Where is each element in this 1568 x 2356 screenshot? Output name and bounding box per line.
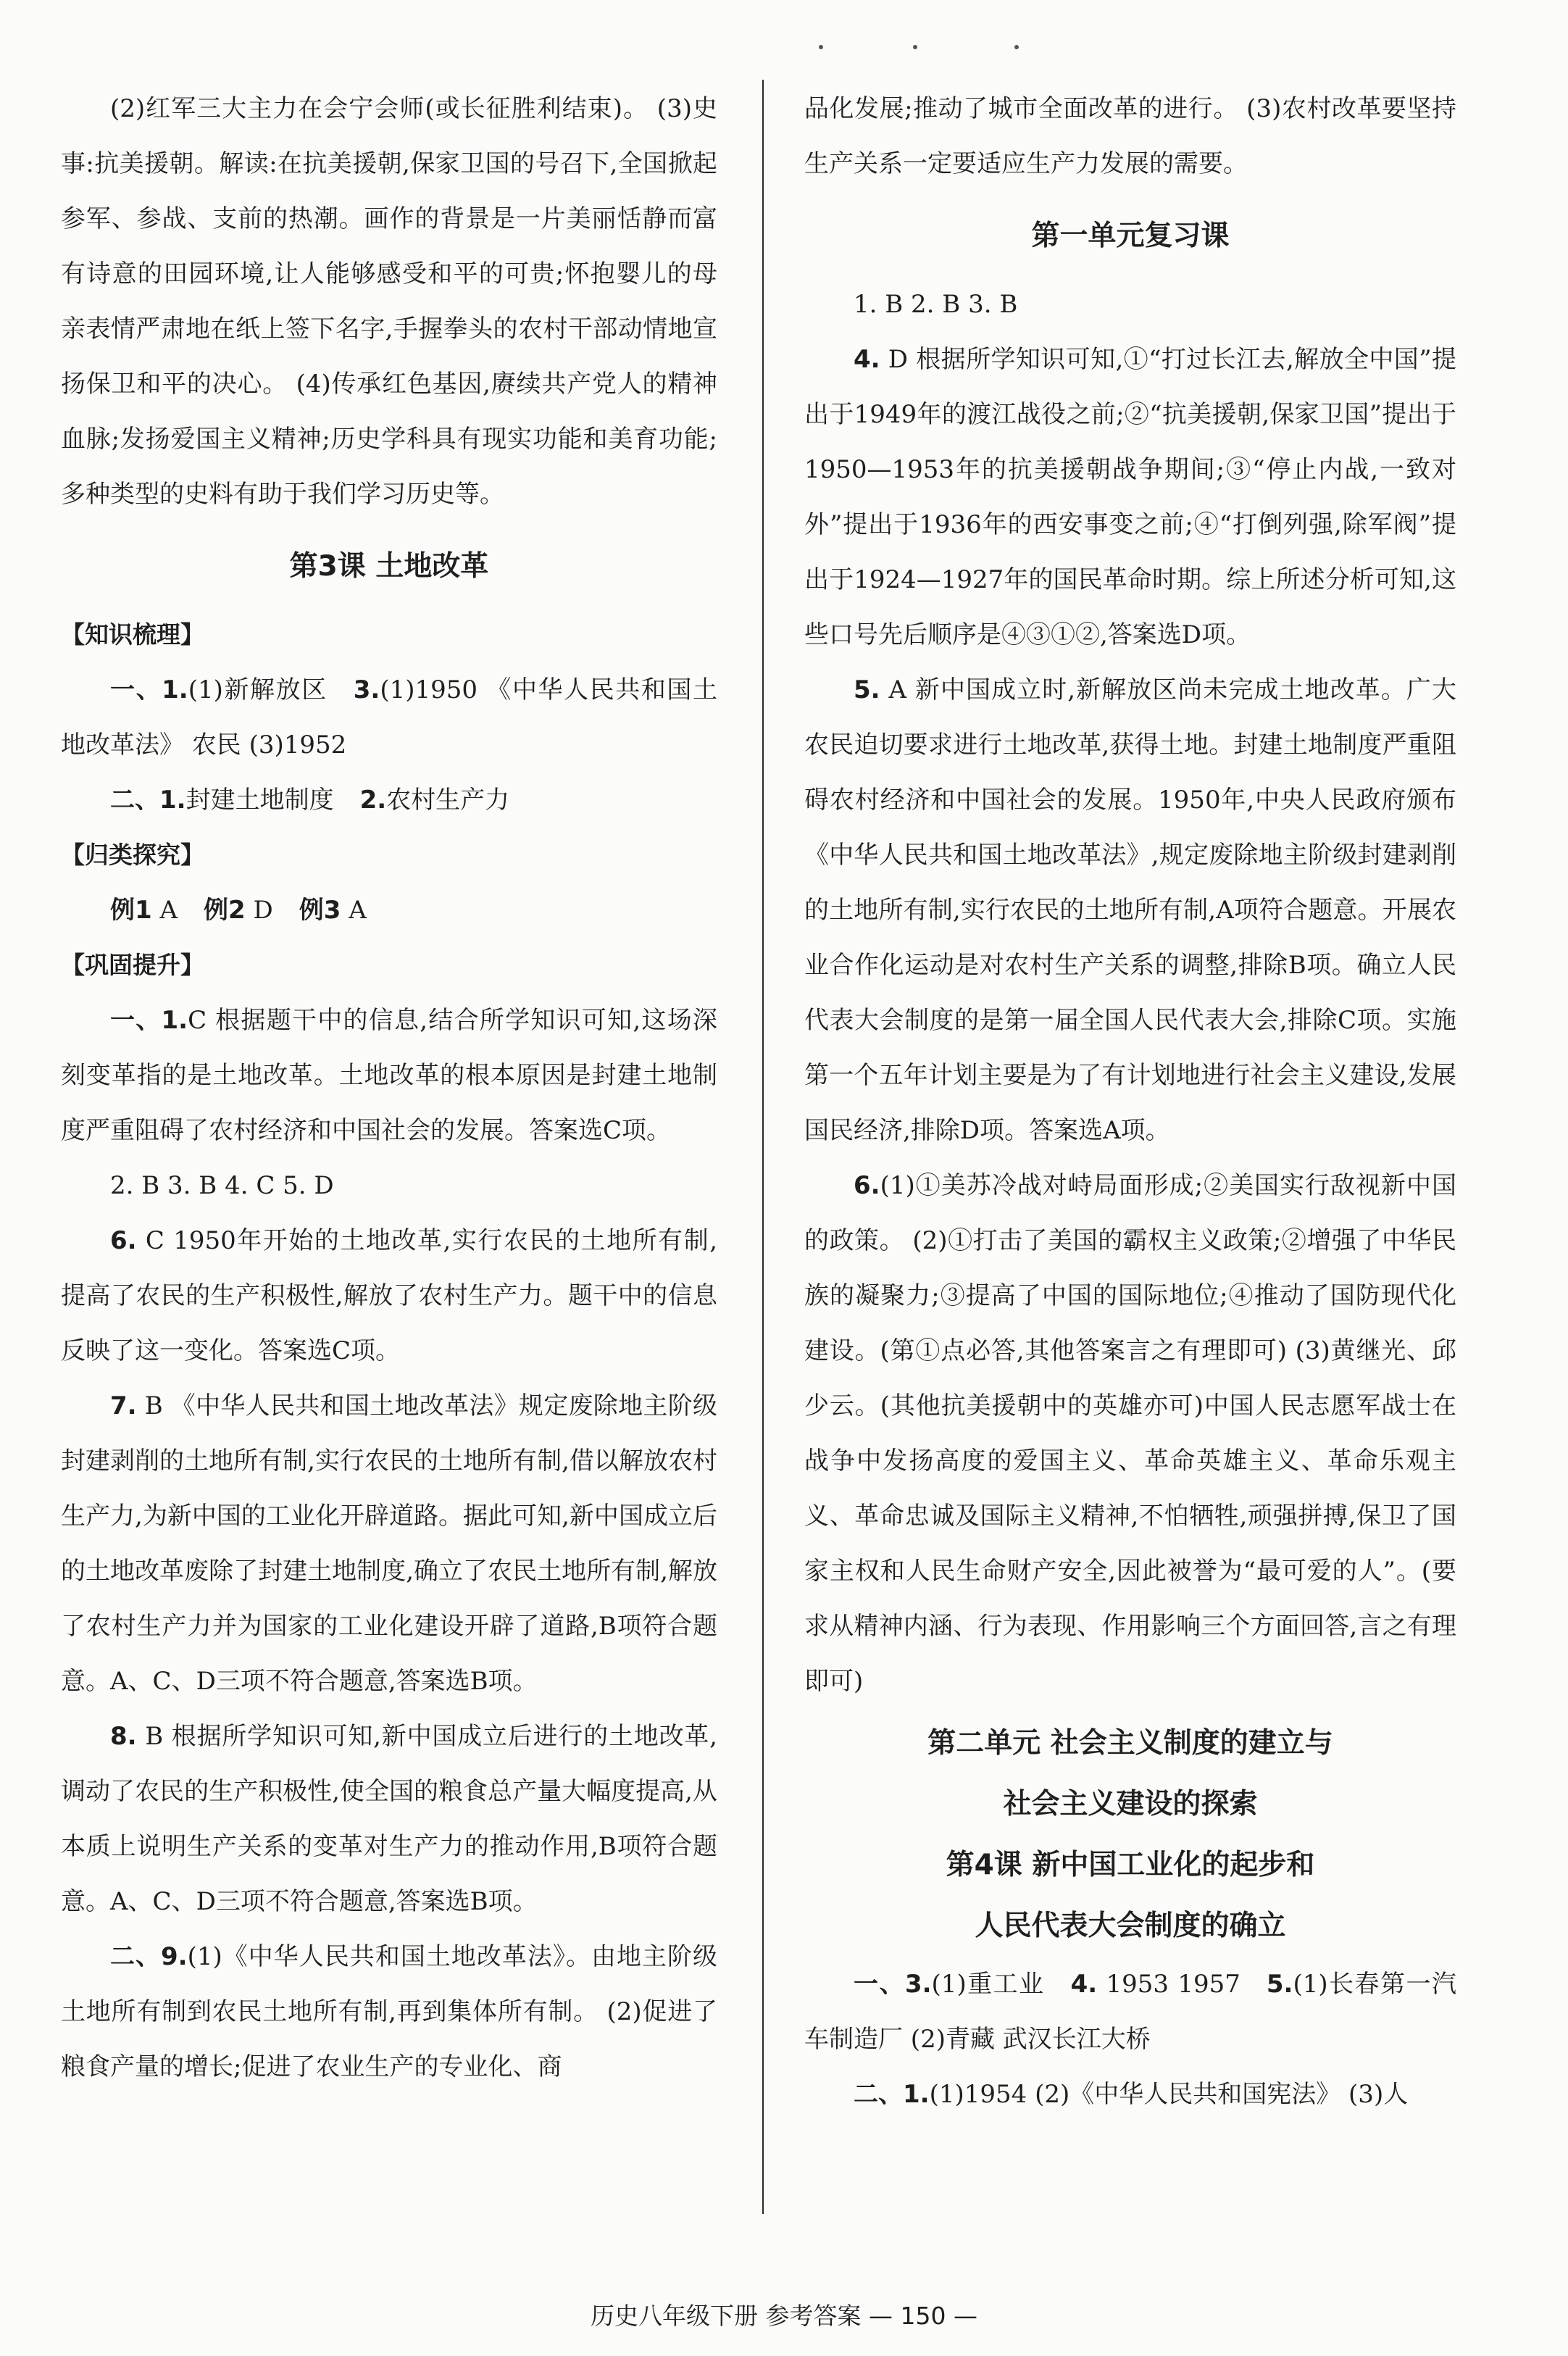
review-q6: 6.(1)①美苏冷战对峙局面形成;②美国实行敌视新中国的政策。 (2)①打击了美国的霸权主义政策;②增强了中华民族的凝聚力;③提高了中国的国际地位;④推动了国防现代化建设。(第①点必答,其他答案言之有理即可) (3)黄继光、邱少云。(其他抗美援朝中的英雄亦可)中国人民志愿军战士在战争中发扬高度的爱国主义、革命英雄主义、革命乐观主义、革命忠诚及国际主义精神,不怕牺牲,顽强拼搏,保卫了国家主权和人民生命财产安全,因此被誉为“最可爱的人”。(要求从精神内涵、行为表现、作用影响三个方面回答,言之有理即可): [804, 1171, 1456, 1696]
unit-2-title-line-2: 社会主义建设的探索: [1003, 1788, 1258, 1820]
answer-continuation-right: 品化发展;推动了城市全面改革的进行。 (3)农村改革要坚持生产关系一定要适应生产力发展的需要。: [804, 94, 1456, 178]
lesson-4-title-line-2: 人民代表大会制度的确立: [975, 1910, 1286, 1942]
unit-2-title-line-1: 第二单元 社会主义制度的建立与: [927, 1727, 1333, 1760]
review-q4: 4. D 根据所学知识可知,①“打过长江去,解放全中国”提出于1949年的渡江战役之前;②“抗美援朝,保家卫国”提出于1950—1953年的抗美援朝战争期间;③“停止内战,一致对外”提出于1936年的西安事变之前;④“打倒列强,除军阀”提出于1924—1927年的国民革命时期。综上所述分析可知,这些口号先后顺序是④③①②,答案选D项。: [804, 345, 1456, 649]
answer-q6: 6. C 1950年开始的土地改革,实行农民的土地所有制,提高了农民的生产积极性,解放了农村生产力。题干中的信息反映了这一变化。答案选C项。: [61, 1226, 717, 1365]
review-q5: 5. A 新中国成立时,新解放区尚未完成土地改革。广大农民迫切要求进行土地改革,获得土地。封建土地制度严重阻碍农村经济和中国社会的发展。1950年,中央人民政府颁布《中华人民共和国土地改革法》,规定废除地主阶级封建剥削的土地所有制,实行农民的土地所有制,A项符合题意。开展农业合作化运动是对农村生产关系的调整,排除B项。确立人民代表大会制度的是第一届全国人民代表大会,排除C项。实施第一个五年计划主要是为了有计划地进行社会主义建设,发展国民经济,排除D项。答案选A项。: [804, 675, 1456, 1145]
knowledge-item-2: 二、1.封建土地制度 2.农村生产力: [110, 786, 510, 815]
column-divider: [762, 80, 764, 2214]
answer-q7: 7. B 《中华人民共和国土地改革法》规定废除地主阶级封建剥削的土地所有制,实行农民的土地所有制,借以解放农村生产力,为新中国的工业化开辟道路。据此可知,新中国成立后的土地改革废除了封建土地制度,确立了农民土地所有制,解放了农村生产力并为国家的工业化建设开辟了道路,B项符合题意。A、C、D三项不符合题意,答案选B项。: [61, 1391, 717, 1696]
answer-q8: 8. B 根据所学知识可知,新中国成立后进行的土地改革,调动了农民的生产积极性,使全国的粮食总产量大幅度提高,从本质上说明生产关系的变革对生产力的推动作用,B项符合题意。A、C、D三项不符合题意,答案选B项。: [61, 1722, 717, 1916]
answer-q9: 二、9.(1)《中华人民共和国土地改革法》。由地主阶级土地所有制到农民土地所有制,再到集体所有制。 (2)促进了粮食产量的增长;促进了农业生产的专业化、商: [61, 1942, 717, 2081]
right-column: [804, 81, 1456, 2122]
examples-answers: 例1 A 例2 D 例3 A: [110, 896, 367, 925]
section-consolidation: 【巩固提升】: [61, 951, 204, 979]
unit-1-review-title: 第一单元复习课: [1031, 220, 1230, 252]
review-q1-3: 1. B 2. B 3. B: [854, 290, 1018, 319]
scan-marks: [804, 45, 1051, 57]
lesson-4-item-1: 一、3.(1)重工业 4. 1953 1957 5.(1)长春第一汽车制造厂 (2)青藏 武汉长江大桥: [804, 1970, 1456, 2054]
lesson-3-title: 第3课 土地改革: [289, 550, 489, 583]
lesson-4-title-line-1: 第4课 新中国工业化的起步和: [946, 1849, 1315, 1881]
answer-q2-5: 2. B 3. B 4. C 5. D: [110, 1171, 334, 1200]
left-column: [61, 81, 717, 2094]
answer-continuation: (2)红军三大主力在会宁会师(或长征胜利结束)。 (3)史事:抗美援朝。解读:在抗美援朝,保家卫国的号召下,全国掀起参军、参战、支前的热潮。画作的背景是一片美丽恬静而富有诗意的田园环境,让人能够感受和平的可贵;怀抱婴儿的母亲表情严肃地在纸上签下名字,手握拳头的农村干部动情地宣扬保卫和平的决心。 (4)传承红色基因,赓续共产党人的精神血脉;发扬爱国主义精神;历史学科具有现实功能和美育功能;多种类型的史料有助于我们学习历史等。: [61, 94, 717, 509]
section-classified-inquiry: 【归类探究】: [61, 841, 204, 869]
section-knowledge-review: 【知识梳理】: [61, 620, 204, 649]
knowledge-item-1: 一、1.(1)新解放区 3.(1)1950 《中华人民共和国土地改革法》 农民 (3)1952: [61, 675, 717, 759]
lesson-4-item-2: 二、1.(1)1954 (2)《中华人民共和国宪法》 (3)人: [854, 2080, 1409, 2109]
page-footer: 历史八年级下册 参考答案 — 150 —: [591, 2302, 977, 2330]
answer-q1: 一、1.C 根据题干中的信息,结合所学知识可知,这场深刻变革指的是土地改革。土地改革的根本原因是封建土地制度严重阻碍了农村经济和中国社会的发展。答案选C项。: [61, 1006, 717, 1145]
